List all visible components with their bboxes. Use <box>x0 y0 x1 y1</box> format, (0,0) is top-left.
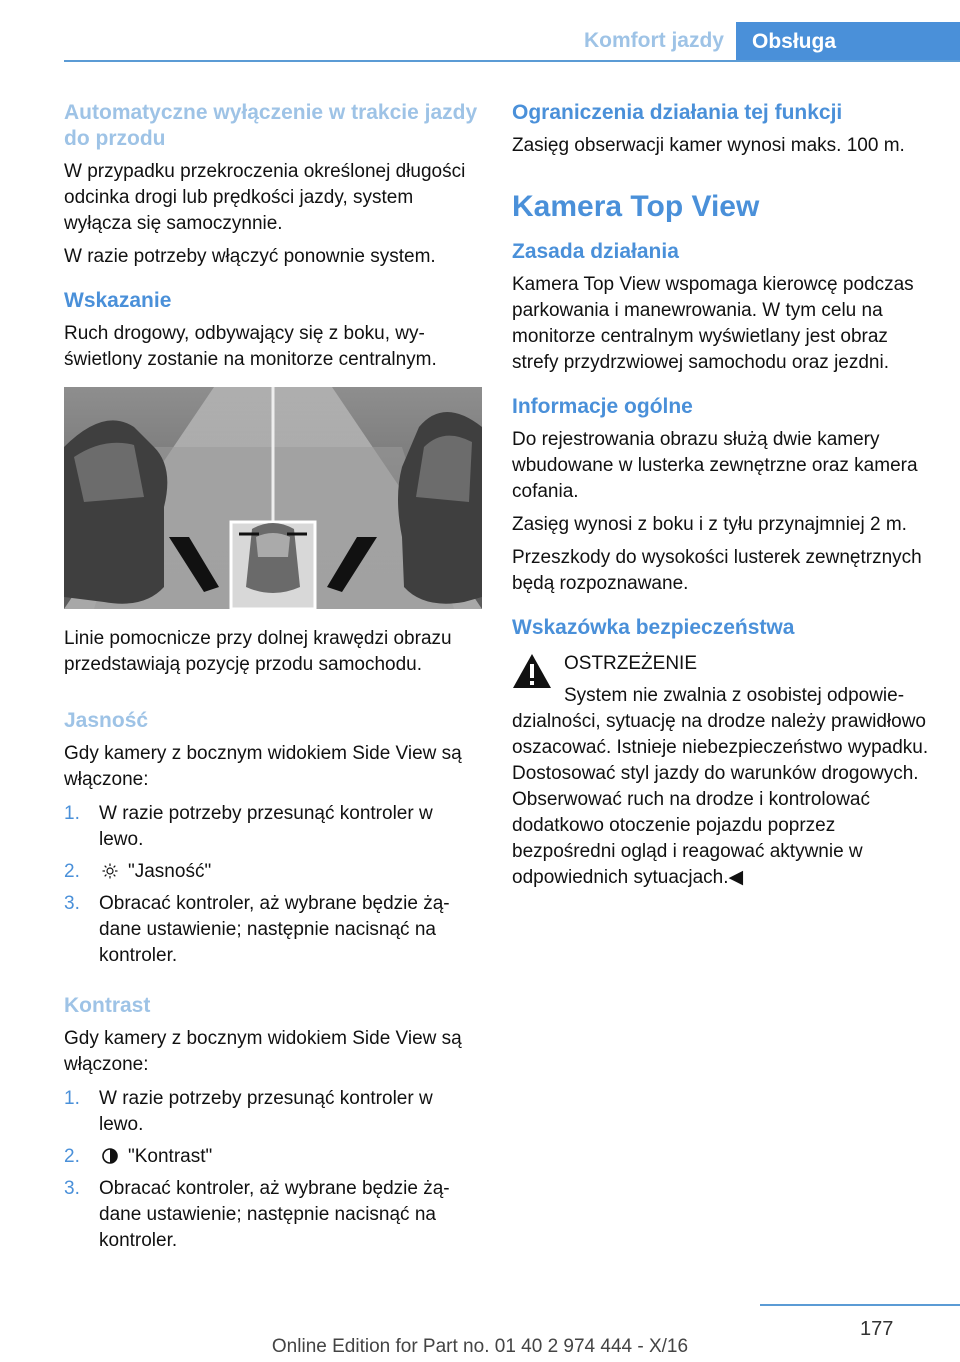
display-heading: Wskazanie <box>64 289 172 312</box>
top-view-heading: Kamera Top View <box>512 190 760 223</box>
general-info-heading: Informacje ogólne <box>512 395 693 418</box>
step-number: 1. <box>64 1088 80 1109</box>
right-column <box>512 100 932 891</box>
principle-paragraph: Kamera Top View wspomaga kierowcę podczas parkowania i manewrowania. W tym celu na monitorze centralnym wyświetlany jest obraz strefy przydrzwiowej samochodu oraz jezdni. <box>512 274 914 373</box>
page-number: 177 <box>860 1318 894 1340</box>
auto-off-heading: Automatyczne wyłączenie w trakcie jazdy do przodu <box>64 101 478 150</box>
step-number: 2. <box>64 861 80 882</box>
warning-triangle-icon <box>512 653 552 689</box>
step-number: 3. <box>64 893 80 914</box>
step-text: Obracać kontroler, aż wybrane będzie żądane ustawienie; następnie nacisnąć na kontroler. <box>99 893 450 966</box>
warning-label: OSTRZEŻENIE <box>564 653 698 674</box>
general-paragraph-2: Zasięg wynosi z boku i z tyłu przynajmniej 2 m. <box>512 514 907 535</box>
header-chapter-tab: Obsługa <box>736 22 960 62</box>
step-text: "Kontrast" <box>128 1146 213 1167</box>
step-text: "Jasność" <box>128 861 212 882</box>
warning-box <box>512 651 932 891</box>
list-item <box>64 1176 482 1254</box>
principle-heading: Zasada działania <box>512 240 679 263</box>
step-number: 1. <box>64 803 80 824</box>
step-text: Obracać kontroler, aż wybrane będzie żądane ustawienie; następnie nacisnąć na kontroler. <box>99 1178 450 1251</box>
list-item <box>64 1144 482 1170</box>
display-paragraph: Ruch drogowy, odbywający się z boku, wyświetlony zostanie na monitorze centralnym. <box>64 323 437 370</box>
step-text: W razie potrzeby przesunąć kontroler w lewo. <box>99 1088 433 1135</box>
step-number: 3. <box>64 1178 80 1199</box>
contrast-intro: Gdy kamery z bocznym widokiem Side View są włączone: <box>64 1028 462 1075</box>
contrast-heading: Kontrast <box>64 994 151 1017</box>
general-paragraph-3: Przeszkody do wysokości lusterek zewnętrznych będą rozpoznawane. <box>512 547 922 594</box>
footer-rule <box>760 1304 960 1306</box>
step-text: W razie potrzeby przesunąć kontroler w lewo. <box>99 803 433 850</box>
brightness-steps <box>64 801 482 969</box>
edition-footer: Online Edition for Part no. 01 40 2 974 444 - X/16 <box>271 1336 689 1357</box>
list-item <box>64 1086 482 1138</box>
illustration-caption: Linie pomocnicze przy dolnej krawędzi obrazu przedstawiają pozycję przodu samochodu. <box>64 628 452 675</box>
list-item <box>64 801 482 853</box>
step-number: 2. <box>64 1146 80 1167</box>
warning-text: System nie zwalnia z osobistej odpowiedzialności, sytuację na drodze należy prawidłowo oszacować. Istnieje niebezpieczeństwo wypadku. Dostosować styl jazdy do warunków drogowych. Obserwować ruch na drodze i kontrolować dodatkowo otoczenie pojazdu poprzez bezpośredni ogląd i reagować aktywnie w odpowiednich sytuacjach.◀ <box>512 685 929 888</box>
auto-off-paragraph-2: W razie potrzeby włączyć ponownie system. <box>64 246 436 267</box>
brightness-heading: Jasność <box>64 709 149 732</box>
contrast-icon <box>102 1148 118 1164</box>
safety-heading: Wskazówka bezpieczeństwa <box>512 616 795 639</box>
list-item <box>64 891 482 969</box>
limits-paragraph: Zasięg obserwacji kamer wynosi maks. 100 m. <box>512 135 905 156</box>
header-section-tab: Komfort jazdy <box>583 29 724 52</box>
auto-off-paragraph: W przypadku przekroczenia określonej długości odcinka drogi lub prędkości jazdy, system wyłącza się samoczynnie. <box>64 161 466 234</box>
side-view-camera-illustration <box>64 387 482 609</box>
brightness-icon <box>102 863 118 879</box>
left-column <box>64 100 482 1260</box>
header-rule <box>64 60 960 62</box>
limits-heading: Ograniczenia działania tej funkcji <box>512 101 843 124</box>
general-paragraph-1: Do rejestrowania obrazu służą dwie kamery wbudowane w lusterka zewnętrzne oraz kamera cofania. <box>512 429 918 502</box>
contrast-steps <box>64 1086 482 1254</box>
list-item <box>64 859 482 885</box>
brightness-intro: Gdy kamery z bocznym widokiem Side View są włączone: <box>64 743 462 790</box>
